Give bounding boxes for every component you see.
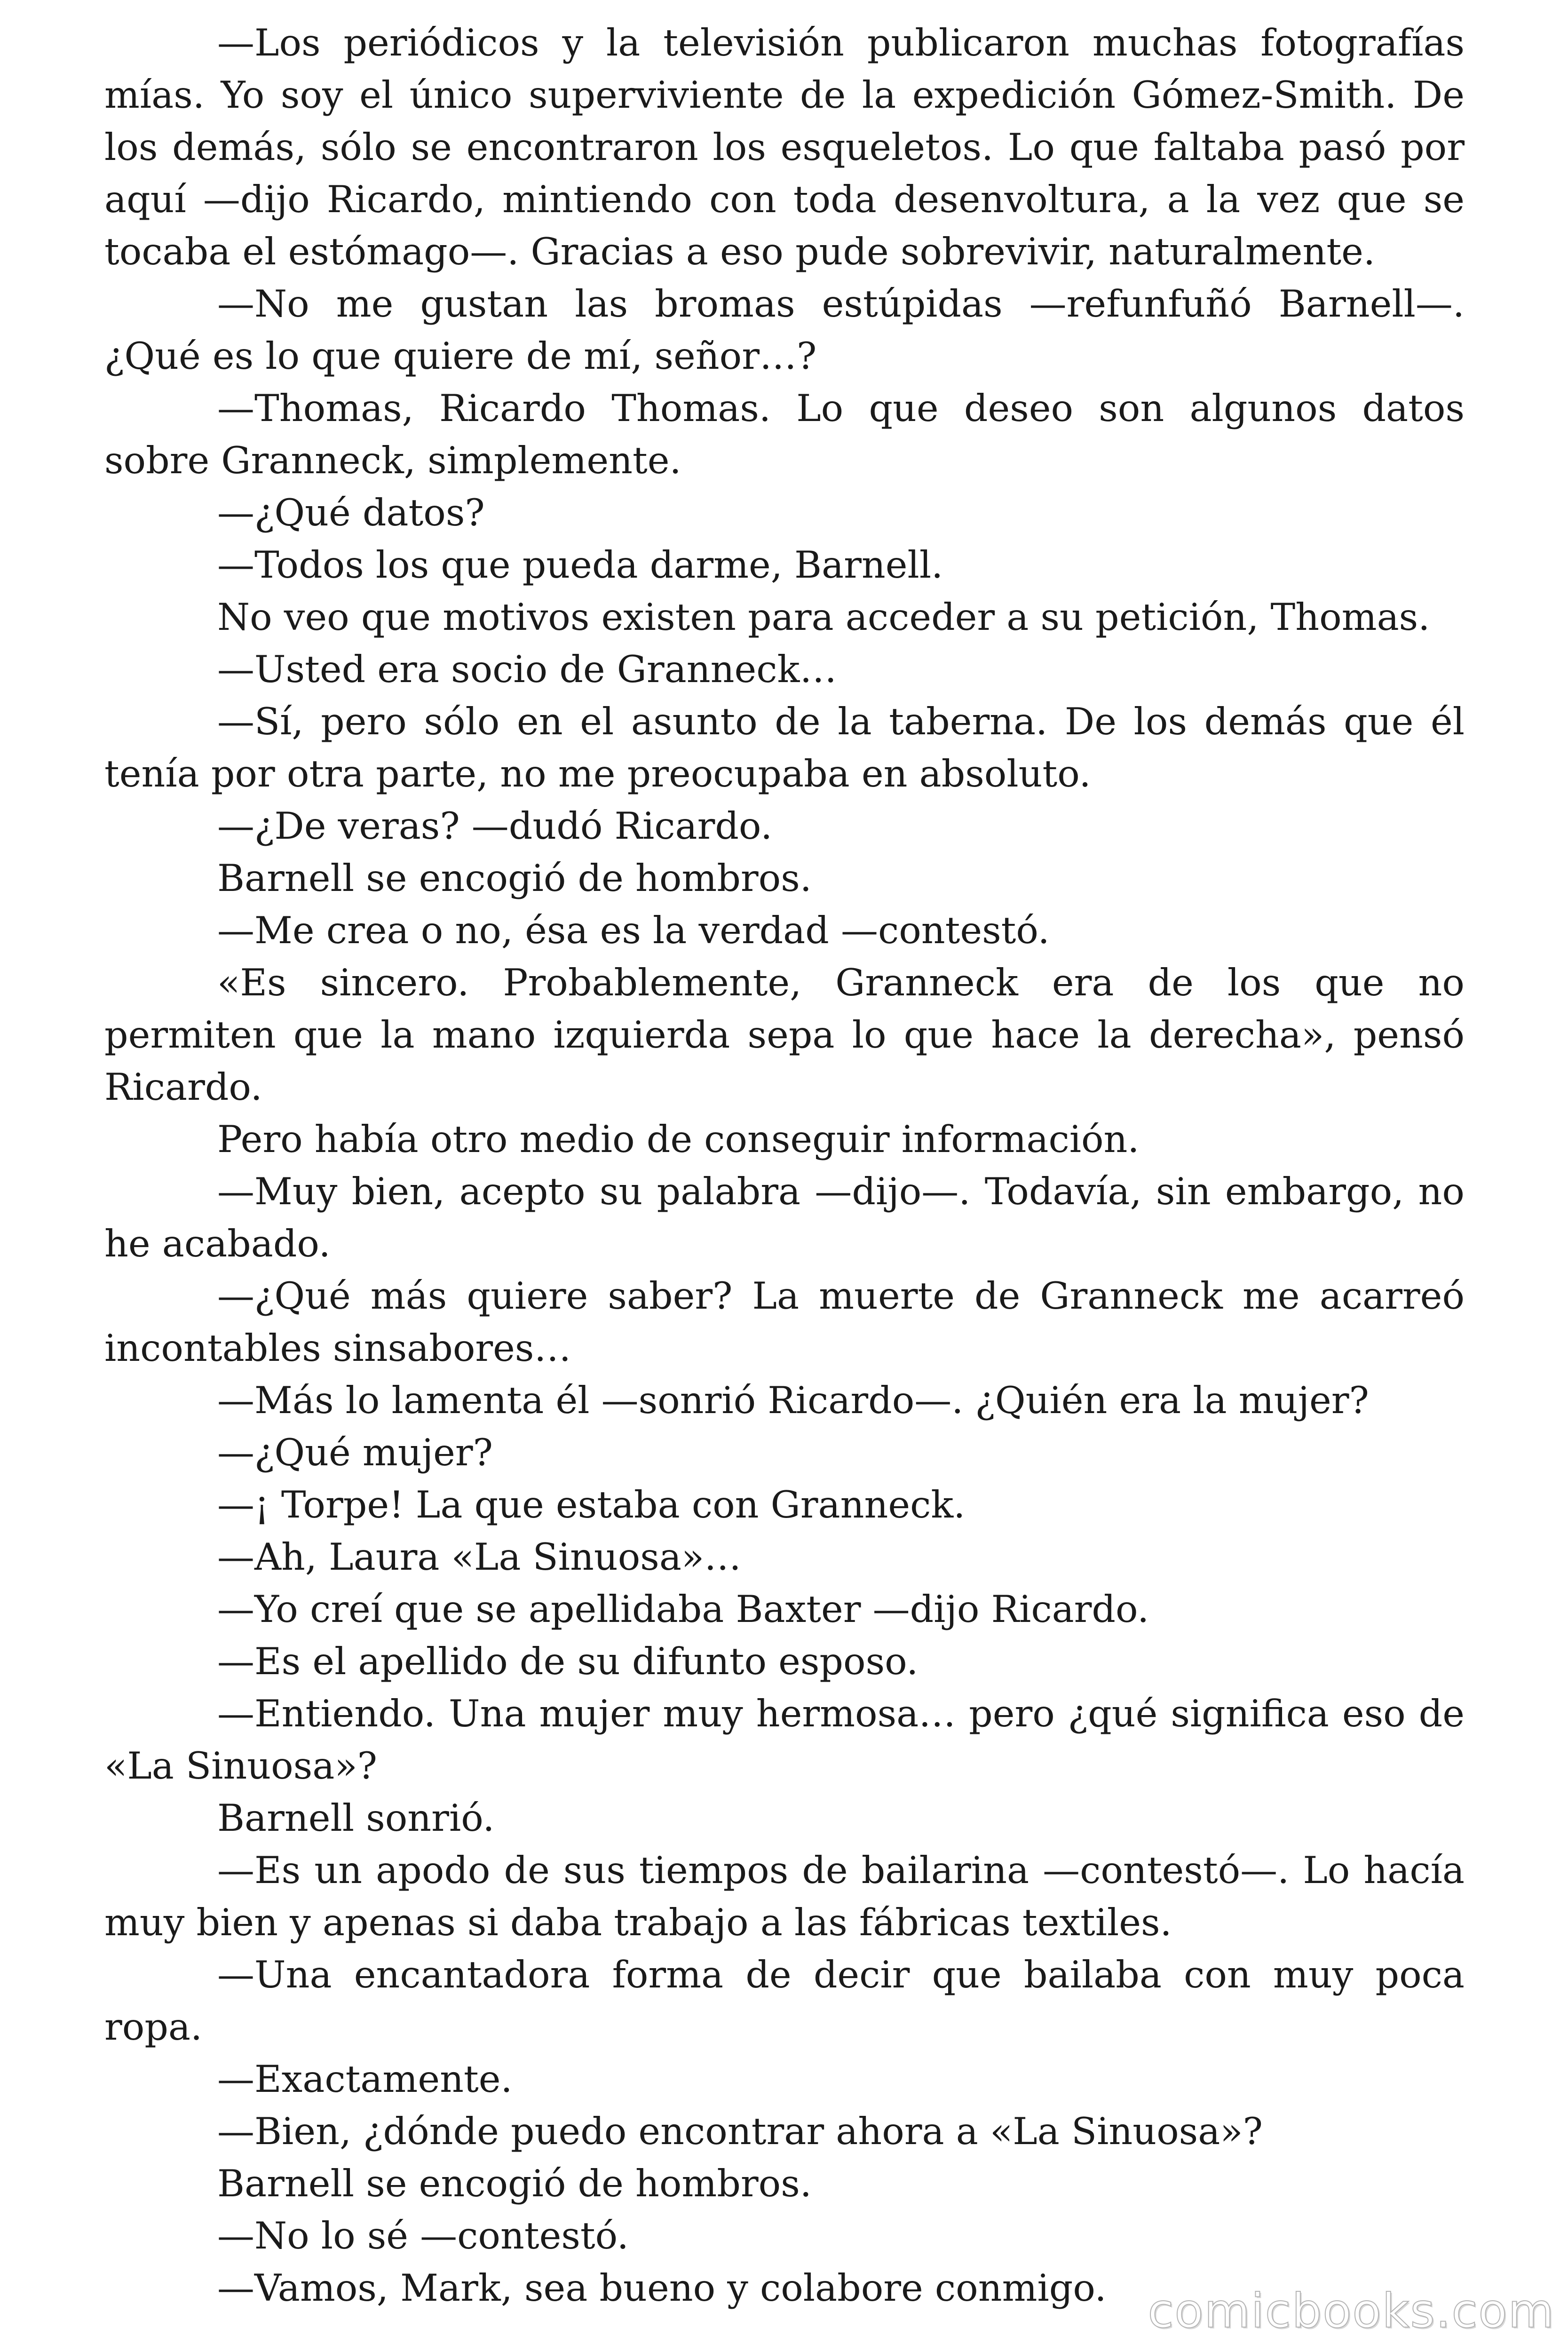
paragraph: —¿Qué datos?: [217, 491, 485, 534]
paragraph: —¿De veras? —dudó Ricardo.: [217, 804, 773, 848]
paragraph: —Más lo lamenta él —sonrió Ricardo—. ¿Quién era la mujer?: [217, 1379, 1369, 1422]
paragraph: —No lo sé —contestó.: [217, 2214, 629, 2257]
paragraph: No veo que motivos existen para acceder a su petición, Thomas.: [217, 596, 1430, 639]
paragraph: —Yo creí que se apellidaba Baxter —dijo Ricardo.: [217, 1588, 1149, 1631]
paragraph: —Usted era socio de Granneck…: [217, 648, 837, 691]
paragraph: —Vamos, Mark, sea bueno y colabore conmigo.: [217, 2266, 1107, 2310]
watermark-logo: comicbooks.com: [1148, 2283, 1555, 2338]
paragraph: —Entiendo. Una mujer muy hermosa… pero ¿qué significa eso de «La Sinuosa»?: [104, 1692, 1465, 1788]
paragraph: —Muy bien, acepto su palabra —dijo—. Todavía, sin embargo, no he acabado.: [104, 1170, 1465, 1265]
paragraph: —Sí, pero sólo en el asunto de la taberna. De los demás que él tenía por otra parte, no me preocupaba en absoluto.: [104, 700, 1465, 795]
paragraph: Barnell se encogió de hombros.: [217, 2162, 812, 2205]
paragraph: —¿Qué más quiere saber? La muerte de Granneck me acarreó incontables sinsabores…: [104, 1274, 1465, 1370]
paragraph: —Thomas, Ricardo Thomas. Lo que deseo son algunos datos sobre Granneck, simplemente.: [104, 387, 1465, 482]
paragraph: —Bien, ¿dónde puedo encontrar ahora a «La Sinuosa»?: [217, 2110, 1263, 2153]
body-text: [104, 17, 1465, 2314]
paragraph: Barnell sonrió.: [217, 1796, 495, 1840]
paragraph: —No me gustan las bromas estúpidas —refunfuñó Barnell—. ¿Qué es lo que quiere de mí, señor…?: [104, 282, 1465, 378]
paragraph: —Los periódicos y la televisión publicaron muchas fotografías mías. Yo soy el único superviviente de la expedición Gómez-Smith. De los demás, sólo se encontraron los esqueletos. Lo que faltaba pasó por aquí —dijo Ricardo, mintiendo con toda desenvoltura, a la vez que se tocaba el estómago—. Gracias a eso pude sobrevivir, naturalmente.: [104, 21, 1465, 273]
paragraph: —¡ Torpe! La que estaba con Granneck.: [217, 1483, 966, 1526]
paragraph: Barnell se encogió de hombros.: [217, 857, 812, 900]
paragraph: —Me crea o no, ésa es la verdad —contestó.: [217, 909, 1050, 952]
paragraph: Pero había otro medio de conseguir información.: [217, 1118, 1140, 1161]
paragraph: —¿Qué mujer?: [217, 1431, 493, 1474]
paragraph: —Es el apellido de su difunto esposo.: [217, 1640, 919, 1683]
paragraph: —Todos los que pueda darme, Barnell.: [217, 543, 943, 587]
paragraph: —Es un apodo de sus tiempos de bailarina —contestó—. Lo hacía muy bien y apenas si daba trabajo a las fábricas textiles.: [104, 1849, 1465, 1944]
paragraph: —Exactamente.: [217, 2058, 513, 2101]
paragraph: —Ah, Laura «La Sinuosa»…: [217, 1535, 742, 1579]
paragraph: «Es sincero. Probablemente, Granneck era de los que no permiten que la mano izquierda sepa lo que hace la derecha», pensó Ricardo.: [104, 961, 1465, 1109]
paragraph: —Una encantadora forma de decir que bailaba con muy poca ropa.: [104, 1953, 1465, 2049]
